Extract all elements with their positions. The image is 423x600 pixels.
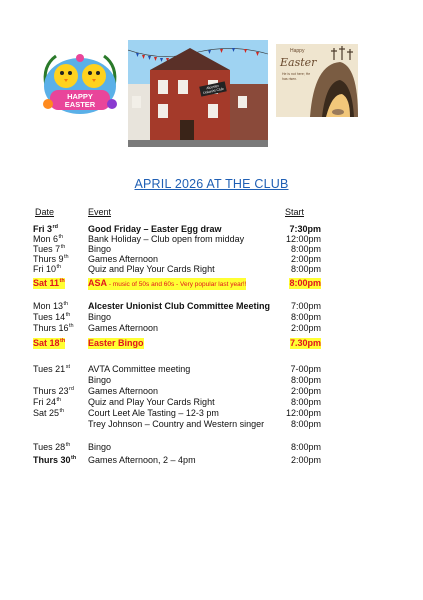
row-event: Bingo: [88, 312, 112, 322]
row-event: Quiz and Play Your Cards Right: [88, 397, 215, 407]
column-header-event: Event: [88, 207, 112, 217]
row-date: Sat 18th: [33, 338, 66, 348]
row-time: 8:00pm: [289, 278, 321, 288]
happy-easter-logo: [38, 46, 122, 118]
table-row: [0, 455, 423, 466]
column-header-start: Start: [285, 207, 305, 217]
row-time: 8:00pm: [290, 419, 321, 429]
row-event: Easter Bingo: [88, 338, 144, 348]
row-date: Thurs 9th: [33, 254, 69, 264]
row-date: Sat 11th: [33, 278, 65, 288]
row-event: Games Afternoon: [88, 386, 159, 396]
row-date: Thurs 30th: [33, 455, 77, 465]
table-row: [0, 397, 423, 408]
row-time: 2:00pm: [290, 323, 321, 333]
row-date: Tues 14th: [33, 312, 71, 322]
row-time: 2:00pm: [290, 254, 321, 264]
card-easter-text: Easter: [280, 56, 317, 69]
table-row: [0, 264, 423, 275]
row-event: Bingo: [88, 375, 112, 385]
row-time: 8:00pm: [290, 312, 321, 322]
row-time: 8:00pm: [290, 442, 321, 452]
table-row: [0, 386, 423, 397]
row-time: 2:00pm: [290, 455, 321, 465]
column-header-date: Date: [35, 207, 55, 217]
table-row: [0, 323, 423, 334]
row-time: 7:30pm: [289, 224, 321, 234]
row-date: Tues 21st: [33, 364, 70, 374]
row-event: Alcester Unionist Club Committee Meeting: [88, 301, 271, 311]
row-date: Fri 10th: [33, 264, 62, 274]
row-date: Tues 7th: [33, 244, 66, 254]
row-date: Tues 28th: [33, 442, 71, 452]
table-row: [0, 301, 423, 312]
row-date: Thurs 23rd: [33, 386, 74, 396]
row-time: 8:00pm: [290, 244, 321, 254]
row-date: Fri 24th: [33, 397, 62, 407]
table-row-highlighted: [0, 338, 423, 349]
row-event: Games Afternoon: [88, 323, 159, 333]
table-row: [0, 442, 423, 453]
row-event: Bingo: [88, 244, 112, 254]
row-time: 7:00pm: [290, 301, 321, 311]
row-event-note: - music of 50s and 60s - Very popular last year!!: [107, 281, 247, 288]
table-row: [0, 408, 423, 419]
row-date: Fri 3rd: [33, 224, 59, 234]
table-row: [0, 419, 423, 430]
row-time: 12:00pm: [285, 234, 321, 244]
card-happy-text: Happy: [290, 48, 305, 54]
row-date: Sat 25th: [33, 408, 65, 418]
row-date: Mon 6th: [33, 234, 64, 244]
row-event: Good Friday – Easter Egg draw: [88, 224, 222, 234]
row-time: 7-00pm: [290, 364, 321, 374]
row-time: 8:00pm: [290, 397, 321, 407]
pub-sign: Alcester Unionist Club: [199, 81, 227, 96]
table-row: [0, 312, 423, 323]
page-title: APRIL 2026 AT THE CLUB: [134, 177, 289, 191]
row-event: Quiz and Play Your Cards Right: [88, 264, 215, 274]
row-event: Games Afternoon, 2 – 4pm: [88, 455, 196, 465]
logo-lettering: HAPPY EASTER: [64, 92, 96, 109]
row-event: Trey Johnson – Country and Western singer: [88, 419, 265, 429]
row-event: Bank Holiday – Club open from midday: [88, 234, 245, 244]
happy-easter-card: [276, 44, 358, 117]
card-verse-text: He is not here; He has risen.: [282, 72, 311, 81]
row-date: Mon 13th: [33, 301, 69, 311]
table-row-highlighted: [0, 278, 423, 289]
table-row: [0, 375, 423, 386]
table-row: [0, 364, 423, 375]
club-building-photo: [128, 40, 268, 147]
row-time: 8:00pm: [290, 264, 321, 274]
row-time: 2:00pm: [290, 386, 321, 396]
row-event: Games Afternoon: [88, 254, 159, 264]
row-event: AVTA Committee meeting: [88, 364, 191, 374]
row-event: Court Leet Ale Tasting – 12-3 pm: [88, 408, 219, 418]
row-time: 7.30pm: [289, 338, 321, 348]
row-time: 8:00pm: [290, 375, 321, 385]
row-event: ASA - music of 50s and 60s - Very popular last year!!: [88, 278, 247, 288]
row-event: Bingo: [88, 442, 112, 452]
row-time: 12:00pm: [285, 408, 321, 418]
row-date: Thurs 16th: [33, 323, 74, 333]
